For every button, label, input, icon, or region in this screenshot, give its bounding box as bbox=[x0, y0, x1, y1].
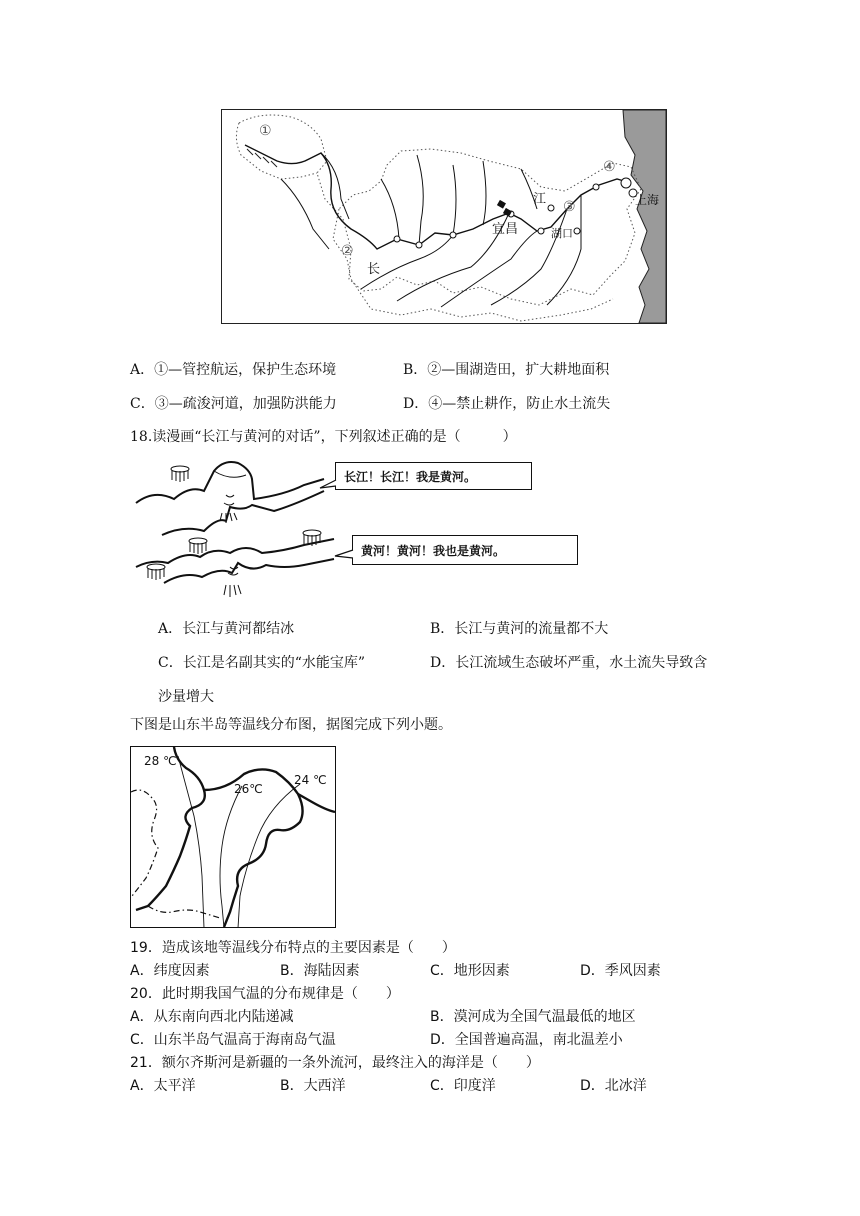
isotherm-28-label: 28 ℃ bbox=[144, 754, 177, 768]
q19-option-a: A．纬度因素 bbox=[130, 963, 210, 979]
isotherm-26-label: 26℃ bbox=[234, 782, 263, 796]
q18-option-c: C．长江是名副其实的“水能宝库” bbox=[158, 655, 366, 671]
q21-option-a: A．太平洋 bbox=[130, 1078, 196, 1094]
q21-option-b: B．大西洋 bbox=[280, 1078, 346, 1094]
label-yichang: 宜昌 bbox=[492, 222, 519, 237]
q20-option-b: B．漠河成为全国气温最低的地区 bbox=[430, 1009, 636, 1025]
q17-option-d: D．④—禁止耕作，防止水土流失 bbox=[403, 396, 611, 412]
q18-option-b: B．长江与黄河的流量都不大 bbox=[430, 621, 609, 637]
yangtze-basin-map bbox=[221, 109, 667, 324]
marker-4: ④ bbox=[603, 159, 616, 175]
q20-stem: 20．此时期我国气温的分布规律是（ ） bbox=[130, 986, 400, 1002]
bubble-1-pointer bbox=[318, 478, 338, 492]
speech-bubble-2-text: 黄河！黄河！我也是黄河。 bbox=[361, 544, 506, 558]
q17-option-b: B．②—围湖造田，扩大耕地面积 bbox=[403, 362, 610, 378]
q17-option-a: A．①—管控航运，保护生态环境 bbox=[130, 362, 337, 378]
label-chang: 长 bbox=[367, 262, 381, 277]
label-jiang: 江 bbox=[533, 192, 547, 207]
section-intro: 下图是山东半岛等温线分布图，据图完成下列小题。 bbox=[130, 717, 452, 733]
q21-stem: 21．额尔齐斯河是新疆的一条外流河，最终注入的海洋是（ ） bbox=[130, 1055, 540, 1071]
marker-2: ② bbox=[341, 243, 354, 259]
q18-stem: 18.读漫画“长江与黄河的对话”，下列叙述正确的是（ ） bbox=[130, 429, 517, 445]
q20-option-c: C．山东半岛气温高于海南岛气温 bbox=[130, 1032, 336, 1048]
label-hukou: 湖口 bbox=[551, 227, 573, 240]
speech-bubble-1-text: 长江！长江！我是黄河。 bbox=[344, 470, 477, 484]
speech-bubble-2 bbox=[352, 535, 578, 565]
q18-option-d: D．长江流域生态破坏严重，水土流失导致含 bbox=[430, 655, 708, 671]
q18-option-d-continued: 沙量增大 bbox=[158, 689, 214, 705]
bubble-2-pointer bbox=[333, 548, 355, 562]
q20-option-d: D．全国普遍高温，南北温差小 bbox=[430, 1032, 623, 1048]
q19-stem: 19．造成该地等温线分布特点的主要因素是（ ） bbox=[130, 940, 456, 956]
q21-option-d: D．北冰洋 bbox=[580, 1078, 647, 1094]
speech-bubble-1 bbox=[335, 462, 532, 490]
q21-option-c: C．印度洋 bbox=[430, 1078, 496, 1094]
q19-option-c: C．地形因素 bbox=[430, 963, 510, 979]
marker-1: ① bbox=[259, 123, 272, 139]
marker-3: ③ bbox=[563, 199, 576, 215]
q19-option-b: B．海陆因素 bbox=[280, 963, 360, 979]
q18-option-a: A．长江与黄河都结冰 bbox=[158, 621, 295, 637]
q19-option-d: D．季风因素 bbox=[580, 963, 661, 979]
label-shanghai: 上海 bbox=[635, 193, 660, 207]
isotherm-24-label: 24 ℃ bbox=[294, 773, 327, 787]
q20-option-a: A．从东南向西北内陆递减 bbox=[130, 1009, 294, 1025]
q17-option-c: C．③—疏浚河道，加强防洪能力 bbox=[130, 396, 337, 412]
shandong-isotherm-map bbox=[130, 746, 336, 928]
